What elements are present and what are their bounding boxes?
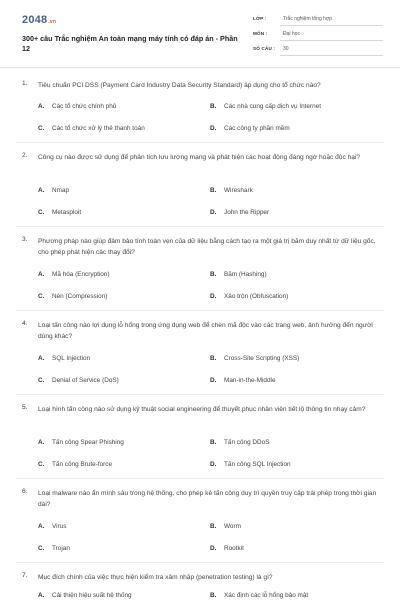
question-divider (16, 562, 384, 563)
option-text: Mã hóa (Encryption) (52, 271, 110, 278)
option-letter: B. (210, 592, 217, 599)
option-a[interactable] (38, 439, 124, 446)
option-text: Xác định các lỗ hổng bảo mật (224, 592, 309, 599)
question-divider (16, 478, 384, 479)
question-text: Phương pháp nào giúp đảm bảo tính toàn vẹn của dữ liệu bằng cách tạo ra một giá trị băm duy nhất từ dữ liệu gốc, cho phép phát hiện các thay đổi? (38, 238, 376, 256)
option-text: Tấn công Brute-force (52, 461, 113, 468)
option-letter: C. (38, 209, 45, 216)
option-a[interactable] (38, 103, 116, 110)
question-3 (0, 236, 400, 316)
question-number: 4. (22, 320, 28, 327)
meta-value: 30 (283, 46, 289, 52)
option-letter: D. (210, 461, 217, 468)
option-b[interactable] (210, 592, 308, 599)
option-text: Các tổ chức xử lý thẻ thanh toán (52, 125, 145, 132)
option-letter: B. (210, 523, 217, 530)
option-c[interactable] (38, 461, 112, 468)
option-letter: B. (210, 271, 217, 278)
question-7 (0, 572, 400, 600)
option-letter: C. (38, 461, 45, 468)
option-b[interactable] (210, 523, 241, 530)
document-header (0, 0, 400, 66)
question-text: Loại malware nào ẩn mình sâu trong hệ thống, cho phép kẻ tấn công duy trì quyền truy cập trái phép trong thời gian dài? (38, 490, 377, 508)
option-text: John the Ripper (224, 209, 270, 216)
option-a[interactable] (38, 271, 110, 278)
option-c[interactable] (38, 377, 119, 384)
question-4 (0, 320, 400, 400)
document-meta (253, 13, 383, 58)
meta-underline (280, 25, 383, 26)
meta-underline (280, 40, 383, 41)
option-text: Các công ty phần mềm (224, 125, 290, 132)
option-text: Tấn công SQL Injection (224, 461, 291, 468)
option-text: Cross-Site Scripting (XSS) (224, 355, 300, 362)
question-6 (0, 488, 400, 568)
option-text: Trojan (52, 545, 70, 552)
question-number: 6. (22, 488, 28, 495)
question-number: 5. (22, 404, 28, 411)
question-divider (16, 142, 384, 143)
option-text: Metasploit (52, 209, 82, 216)
option-a[interactable] (38, 187, 69, 194)
meta-key: SỐ CÂU : (253, 46, 276, 51)
option-b[interactable] (210, 355, 299, 362)
option-letter: D. (210, 377, 217, 384)
option-letter: B. (210, 187, 217, 194)
question-text: Tiêu chuẩn PCI DSS (Payment Card Industry Data Security Standard) áp dụng cho tổ chức nào? (38, 82, 321, 89)
option-letter: A. (38, 103, 45, 110)
option-letter: A. (38, 187, 45, 194)
option-d[interactable] (210, 461, 291, 468)
option-c[interactable] (38, 125, 145, 132)
option-c[interactable] (38, 293, 107, 300)
question-1 (0, 80, 400, 150)
option-letter: A. (38, 271, 45, 278)
option-letter: C. (38, 545, 45, 552)
option-text: Tấn công DDoS (224, 439, 270, 446)
option-letter: C. (38, 125, 45, 132)
option-text: Wireshark (224, 187, 253, 194)
option-letter: D. (210, 125, 217, 132)
option-d[interactable] (210, 125, 290, 132)
meta-value: Đại học (283, 31, 300, 37)
document-title: 300+ câu Trắc nghiệm An toàn mạng máy tính có đáp án - Phần 12 (22, 34, 238, 53)
site-logo[interactable] (22, 14, 56, 26)
option-text: Các nhà cung cấp dịch vụ Internet (224, 103, 321, 110)
option-text: Tấn công Spear Phishing (52, 439, 124, 446)
option-d[interactable] (210, 545, 244, 552)
meta-row-subject (253, 28, 383, 43)
meta-value: Trắc nghiệm tổng hợp (283, 16, 332, 22)
option-letter: A. (38, 523, 45, 530)
option-a[interactable] (38, 523, 66, 530)
option-d[interactable] (210, 293, 288, 300)
option-text: Băm (Hashing) (224, 271, 267, 278)
option-a[interactable] (38, 592, 132, 599)
option-letter: A. (38, 439, 45, 446)
question-number: 1. (22, 80, 28, 87)
meta-underline (280, 55, 383, 56)
option-text: Denial of Service (DoS) (52, 377, 119, 384)
option-letter: B. (210, 103, 217, 110)
option-text: Man-in-the-Middle (224, 377, 276, 384)
option-d[interactable] (210, 377, 276, 384)
option-text: Virus (52, 523, 67, 530)
option-d[interactable] (210, 209, 269, 216)
meta-row-class (253, 13, 383, 28)
option-letter: B. (210, 355, 217, 362)
header-divider (0, 67, 400, 68)
option-letter: A. (38, 592, 45, 599)
option-c[interactable] (38, 545, 70, 552)
question-2 (0, 152, 400, 232)
option-text: Xáo trộn (Obfuscation) (224, 293, 289, 300)
question-text: Công cụ nào được sử dụng để phân tích lưu lượng mạng và phát hiện các hoạt động đáng ngờ hoặc độc hại? (38, 154, 361, 161)
option-letter: C. (38, 377, 45, 384)
question-number: 7. (22, 572, 28, 579)
option-letter: C. (38, 293, 45, 300)
question-text: Loại hình tấn công nào sử dụng kỹ thuật social engineering để thuyết phục nhân viên tiết lộ thông tin nhạy cảm? (38, 406, 366, 413)
option-c[interactable] (38, 209, 81, 216)
option-text: Worm (224, 523, 241, 530)
option-a[interactable] (38, 355, 90, 362)
option-text: Cải thiện hiệu suất hệ thống (52, 592, 132, 599)
meta-key: LỚP : (253, 16, 267, 21)
question-text: Mục đích chính của việc thực hiện kiểm tra xâm nhập (penetration testing) là gì? (38, 574, 273, 581)
option-letter: A. (38, 355, 45, 362)
option-text: Rootkit (224, 545, 244, 552)
option-text: Nmap (52, 187, 70, 194)
logo-suffix: .vn (48, 19, 57, 25)
option-text: Nén (Compression) (52, 293, 108, 300)
question-text: Loại tấn công nào lợi dụng lỗ hổng trong ứng dụng web để chèn mã độc vào các trang web, ảnh hưởng đến người dùng khác? (38, 322, 373, 340)
option-letter: D. (210, 293, 217, 300)
option-letter: D. (210, 209, 217, 216)
option-text: Các tổ chức chính phủ (52, 103, 117, 110)
option-letter: D. (210, 545, 217, 552)
option-b[interactable] (210, 187, 253, 194)
option-b[interactable] (210, 439, 269, 446)
option-b[interactable] (210, 103, 321, 110)
question-divider (16, 226, 384, 227)
question-divider (16, 394, 384, 395)
option-text: SQL Injection (52, 355, 91, 362)
option-b[interactable] (210, 271, 267, 278)
question-5 (0, 404, 400, 484)
meta-row-count (253, 43, 383, 58)
question-divider (16, 310, 384, 311)
option-letter: B. (210, 439, 217, 446)
logo-text: 2048 (22, 14, 48, 26)
meta-key: MÔN : (253, 31, 268, 36)
question-number: 3. (22, 236, 28, 243)
question-number: 2. (22, 152, 28, 159)
